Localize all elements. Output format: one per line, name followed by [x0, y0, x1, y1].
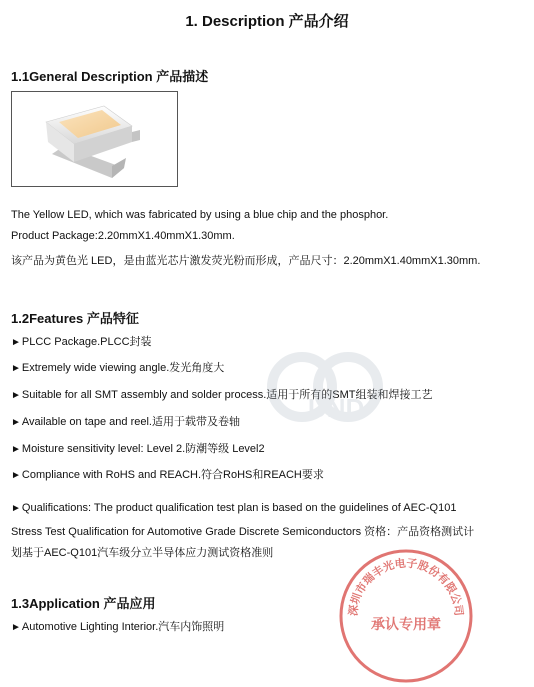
stamp-ring-text: 深圳市瑞丰光电子股份有限公司	[346, 556, 466, 617]
list-item	[11, 333, 152, 349]
qualifications-line	[11, 502, 456, 514]
section-heading-features: 1.2Features 产品特征	[11, 311, 139, 326]
general-text-line: Product Package:2.20mmX1.40mmX1.30mm.	[11, 230, 235, 242]
bullet-arrow-icon: ►	[11, 337, 21, 348]
feature-text: Moisture sensitivity level: Level 2.防潮等级 Level2	[21, 443, 265, 455]
bullet-arrow-icon: ►	[11, 417, 21, 428]
stamp-center-text: 承认专用章	[371, 617, 441, 633]
qualifications-line: Stress Test Qualification for Automotive Grade Discrete Semiconductors 资格：产品资格测试计	[11, 526, 475, 538]
bullet-arrow-icon: ►	[11, 363, 21, 374]
qualifications-text: Qualifications: The product qualification test plan is based on the guidelines of AEC-Q101	[21, 502, 457, 514]
general-text-line: 该产品为黄色光 LED，是由蓝光芯片激发荧光粉而形成，产品尺寸：2.20mmX1.40mmX1.30mm.	[11, 255, 481, 267]
bullet-arrow-icon: ►	[11, 503, 21, 514]
qualifications-line: 划基于AEC-Q101汽车级分立半导体应力测试资格准则	[11, 547, 274, 559]
feature-text: Suitable for all SMT assembly and solder process.适用于所有的SMT组装和焊接工艺	[21, 389, 433, 401]
section-heading-general: 1.1General Description 产品描述	[11, 69, 209, 84]
feature-text: Available on tape and reel.适用于载带及卷轴	[21, 416, 240, 428]
company-seal-stamp	[335, 545, 477, 687]
feature-text: PLCC Package.PLCC封装	[21, 336, 152, 348]
watermark-text: UND	[308, 393, 365, 423]
general-text-line: The Yellow LED, which was fabricated by using a blue chip and the phosphor.	[11, 209, 389, 221]
bullet-arrow-icon: ►	[11, 444, 21, 455]
list-item	[11, 466, 324, 482]
company-watermark-icon	[250, 345, 420, 465]
list-item	[11, 618, 224, 634]
feature-text: Extremely wide viewing angle.发光角度大	[21, 362, 225, 374]
feature-text: Compliance with RoHS and REACH.符合RoHS和REACH要求	[21, 469, 324, 481]
list-item	[11, 386, 432, 402]
list-item	[11, 413, 240, 429]
led-product-image	[11, 91, 178, 187]
application-text: Automotive Lighting Interior.汽车内饰照明	[21, 621, 225, 633]
bullet-arrow-icon: ►	[11, 390, 21, 401]
list-item	[11, 359, 224, 375]
list-item	[11, 440, 265, 456]
page-title: 1. Description 产品介绍	[185, 13, 349, 30]
bullet-arrow-icon: ►	[11, 470, 21, 481]
bullet-arrow-icon: ►	[11, 622, 21, 633]
section-heading-application: 1.3Application 产品应用	[11, 596, 156, 611]
svg-text:深圳市瑞丰光电子股份有限公司	[347, 556, 466, 617]
